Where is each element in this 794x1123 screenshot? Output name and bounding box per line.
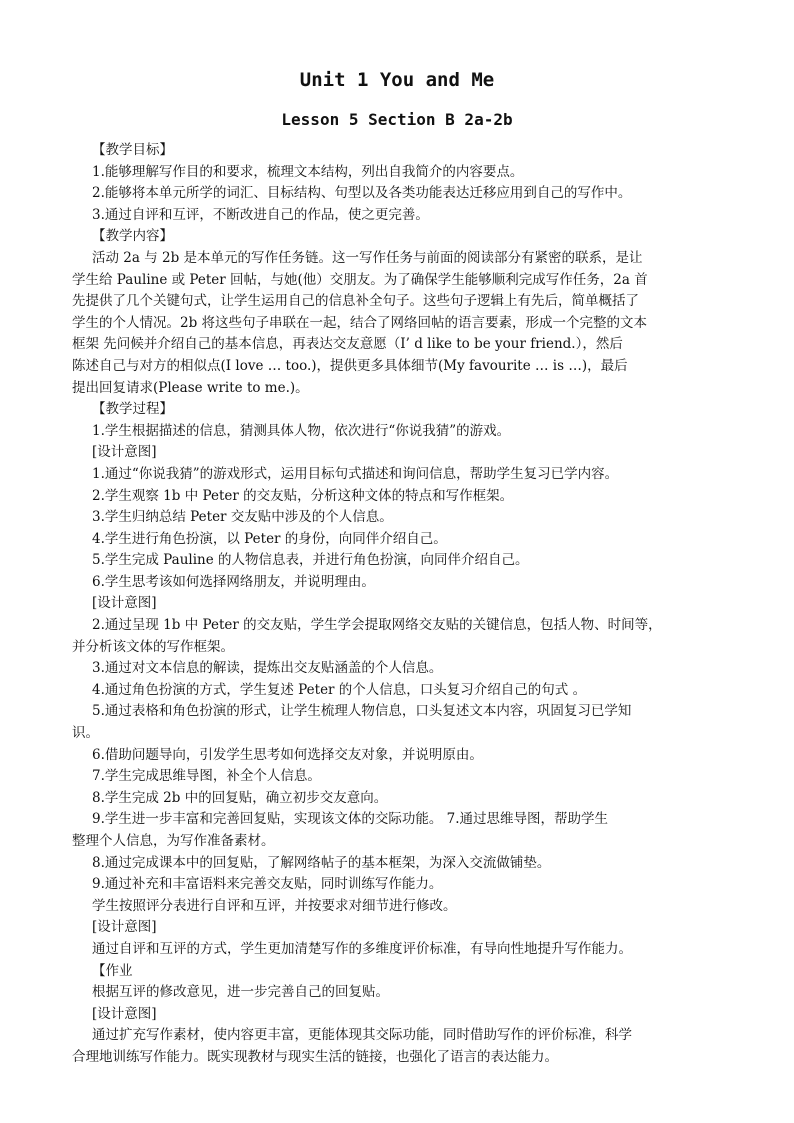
peer-review-text: 学生按照评分表进行自评和互评，并按要求对细节进行修改。 bbox=[92, 897, 457, 914]
process-step: 1.学生根据描述的信息，猜测具体人物，依次进行“你说我猜”的游戏。 bbox=[92, 422, 511, 439]
goal-item: 2.能够将本单元所学的词汇、目标结构、句型以及各类功能表达迁移应用到自己的写作中。 bbox=[92, 185, 632, 202]
design-item: 9.学生进一步丰富和完善回复贴，实现该文体的交际功能。 7.通过思维导图，帮助学生 bbox=[92, 811, 609, 828]
document-title: Unit 1 You and Me bbox=[299, 69, 495, 91]
design-item: 4.通过角色扮演的方式，学生复述 Peter 的个人信息，口头复习介绍自己的句式 。 bbox=[92, 681, 587, 698]
goal-item: 1.能够理解写作目的和要求，梳理文本结构，列出自我简介的内容要点。 bbox=[92, 163, 524, 180]
goal-item: 3.通过自评和互评，不断改进自己的作品，使之更完善。 bbox=[92, 206, 429, 223]
design-item: 2.通过呈现 1b 中 Peter 的交友贴，学生学会提取网络交友贴的关键信息，包括人物、时间等， bbox=[92, 617, 662, 634]
content-line: 学生给 Pauline 或 Peter 回帖，与她(他）交朋友。为了确保学生能够顺利完成写作任务，2a 首 bbox=[72, 271, 648, 288]
homework-design-line: 合理地训练写作能力。既实现教材与现实生活的链接，也强化了语言的表达能力。 bbox=[72, 1048, 558, 1065]
content-line: 提出回复请求(Please write to me.)。 bbox=[72, 379, 309, 396]
design-intent-label: [设计意图] bbox=[92, 1005, 157, 1022]
design-item: 3.学生归纳总结 Peter 交友贴中涉及的个人信息。 bbox=[92, 509, 393, 526]
design-item-continuation: 整理个人信息，为写作准备素材。 bbox=[72, 833, 275, 849]
document-subtitle: Lesson 5 Section B 2a-2b bbox=[281, 110, 513, 129]
design-item: 3.通过对文本信息的解读，提炼出交友贴涵盖的个人信息。 bbox=[92, 660, 443, 677]
homework-text: 根据互评的修改意见，进一步完善自己的回复贴。 bbox=[92, 984, 389, 1001]
design-intent-label: [设计意图] bbox=[92, 919, 157, 936]
homework-design-line: 通过扩充写作素材，使内容更丰富，更能体现其交际功能，同时借助写作的评价标准，科学 bbox=[92, 1027, 632, 1044]
design-intent-label: [设计意图] bbox=[92, 595, 157, 612]
design-item: 6.学生思考该如何选择网络朋友，并说明理由。 bbox=[92, 573, 375, 590]
design-item: 5.通过表格和角色扮演的形式，让学生梳理人物信息，口头复述文本内容，巩固复习已学知 bbox=[92, 703, 632, 720]
design-item: 7.学生完成思维导图，补全个人信息。 bbox=[92, 768, 321, 785]
design-item: 8.通过完成课本中的回复贴，了解网络帖子的基本框架，为深入交流做铺垫。 bbox=[92, 854, 551, 871]
content-line: 学生的个人情况。2b 将这些句子串联在一起，结合了网络回帖的语言要素，形成一个完整的文本 bbox=[72, 314, 648, 331]
design-item: 4.学生进行角色扮演，以 Peter 的身份，向同伴介绍自己。 bbox=[92, 530, 447, 547]
content-heading: 【教学内容】 bbox=[92, 228, 173, 245]
content-line: 先提供了几个关键句式，让学生运用自己的信息补全句子。这些句子逻辑上有先后，简单概括了 bbox=[72, 293, 639, 310]
design-item: 8.学生完成 2b 中的回复贴，确立初步交友意向。 bbox=[92, 789, 388, 806]
design-item-continuation: 并分析该文体的写作框架。 bbox=[72, 638, 234, 655]
design-item-continuation: 识。 bbox=[72, 725, 99, 742]
design-item: 5.学生完成 Pauline 的人物信息表，并进行角色扮演，向同伴介绍自己。 bbox=[92, 552, 529, 569]
design-item: 1.通过“你说我猜”的游戏形式，运用目标句式描述和询问信息，帮助学生复习已学内容。 bbox=[92, 465, 619, 482]
design-item: 9.通过补充和丰富语料来完善交友贴，同时训练写作能力。 bbox=[92, 876, 443, 893]
homework-heading: 【作业 bbox=[92, 962, 133, 979]
design-intent-text: 通过自评和互评的方式，学生更加清楚写作的多维度评价标准，有导向性地提升写作能力。 bbox=[92, 940, 632, 957]
content-line: 活动 2a 与 2b 是本单元的写作任务链。这一写作任务与前面的阅读部分有紧密的联系，是让 bbox=[92, 249, 643, 266]
design-intent-label: [设计意图] bbox=[92, 444, 157, 461]
design-item: 2.学生观察 1b 中 Peter 的交友贴，分析这种文体的特点和写作框架。 bbox=[92, 487, 514, 504]
content-line: 陈述自己与对方的相似点(I love … too.)，提供更多具体细节(My favourite … is …)，最后 bbox=[72, 357, 628, 374]
design-item: 6.借助问题导向，引发学生思考如何选择交友对象，并说明原由。 bbox=[92, 746, 483, 763]
content-line: 框架 先问候并介绍自己的基本信息，再表达交友意愿（I’ d like to be your friend.），然后 bbox=[72, 336, 623, 353]
process-heading: 【教学过程】 bbox=[92, 401, 173, 418]
goals-heading: 【教学目标】 bbox=[92, 142, 173, 158]
